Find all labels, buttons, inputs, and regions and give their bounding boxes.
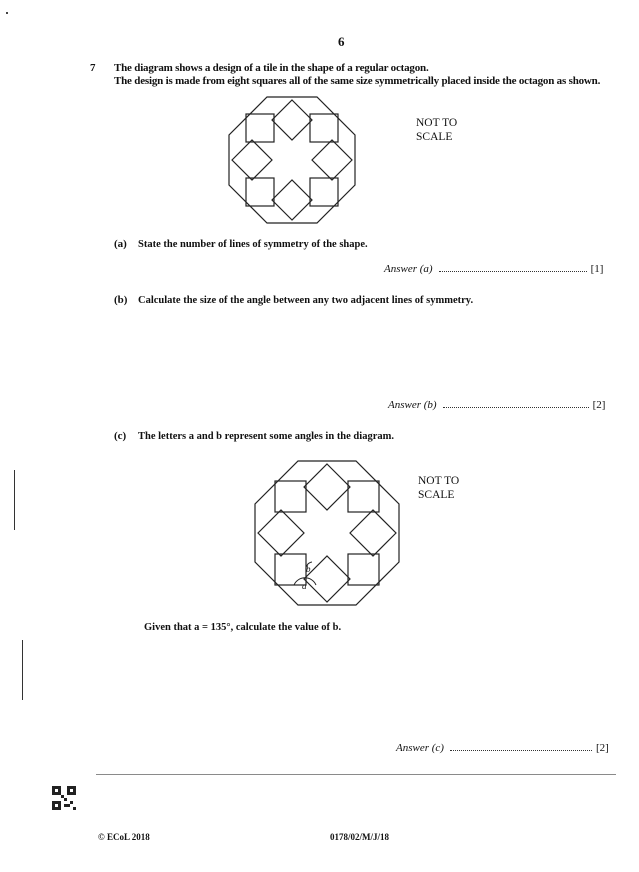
square-top-left [246, 114, 274, 142]
octagon-tile-diagram-with-angles [252, 458, 402, 608]
question-number: 7 [90, 62, 96, 74]
answer-a-marks: [1] [590, 263, 604, 275]
square-top-right [348, 481, 379, 512]
footer-copyright: © ECoL 2018 [98, 832, 150, 842]
part-b-text: Calculate the size of the angle between any two adjacent lines of symmetry. [138, 295, 474, 306]
square-top-right [310, 114, 338, 142]
answer-a-line [384, 262, 603, 275]
diamond-right [312, 140, 352, 180]
part-c-given: Given that a = 135°, calculate the value of b. [144, 622, 342, 633]
answer-a-label: Answer (a) [384, 263, 433, 275]
answer-c-field[interactable] [450, 741, 592, 751]
not-to-scale-line: SCALE [416, 131, 453, 143]
angle-b-label: b [306, 564, 311, 574]
part-c-label: (c) [114, 430, 127, 442]
question-intro-line-2: The design is made from eight squares all of the same size symmetrically placed inside the octagon as shown. [114, 75, 601, 87]
not-to-scale-note-2 [418, 474, 459, 502]
diamond-right [350, 510, 396, 556]
part-b-label: (b) [114, 294, 128, 306]
page-number: 6 [338, 34, 345, 49]
square-bottom-left [246, 178, 274, 206]
question-intro-line-1: The diagram shows a design of a tile in the shape of a regular octagon. [114, 62, 429, 74]
not-to-scale-note-1 [416, 116, 457, 144]
square-bottom-right [310, 178, 338, 206]
answer-b-label: Answer (b) [388, 399, 437, 411]
answer-b-line [388, 398, 605, 411]
not-to-scale-line: NOT TO [416, 117, 458, 129]
not-to-scale-line: NOT TO [418, 475, 460, 487]
square-top-left [275, 481, 306, 512]
not-to-scale-line: SCALE [418, 489, 455, 501]
part-a-text: State the number of lines of symmetry of the shape. [138, 239, 368, 250]
answer-a-field[interactable] [439, 262, 587, 272]
part-a-label: (a) [114, 238, 127, 250]
diamond-top [304, 464, 350, 510]
answer-c-line [396, 741, 609, 754]
octagon-outline [229, 97, 355, 223]
qr-code-icon [52, 786, 76, 810]
footer-rule [96, 774, 616, 775]
answer-b-marks: [2] [592, 399, 606, 411]
scan-mark [14, 470, 15, 530]
answer-c-label: Answer (c) [396, 742, 444, 754]
octagon-outline [255, 461, 399, 605]
diamond-bottom [272, 180, 312, 220]
answer-c-marks: [2] [595, 742, 609, 754]
scan-mark [22, 640, 23, 700]
diamond-left [258, 510, 304, 556]
part-c-text: The letters a and b represent some angles in the diagram. [138, 431, 394, 442]
scan-dot [6, 12, 8, 14]
octagon-tile-diagram [226, 94, 358, 226]
square-bottom-right [348, 554, 379, 585]
angle-a-label: a [302, 581, 307, 591]
diamond-left [232, 140, 272, 180]
answer-b-field[interactable] [443, 398, 589, 408]
footer-paper-code: 0178/02/M/J/18 [330, 832, 389, 842]
diamond-top [272, 100, 312, 140]
